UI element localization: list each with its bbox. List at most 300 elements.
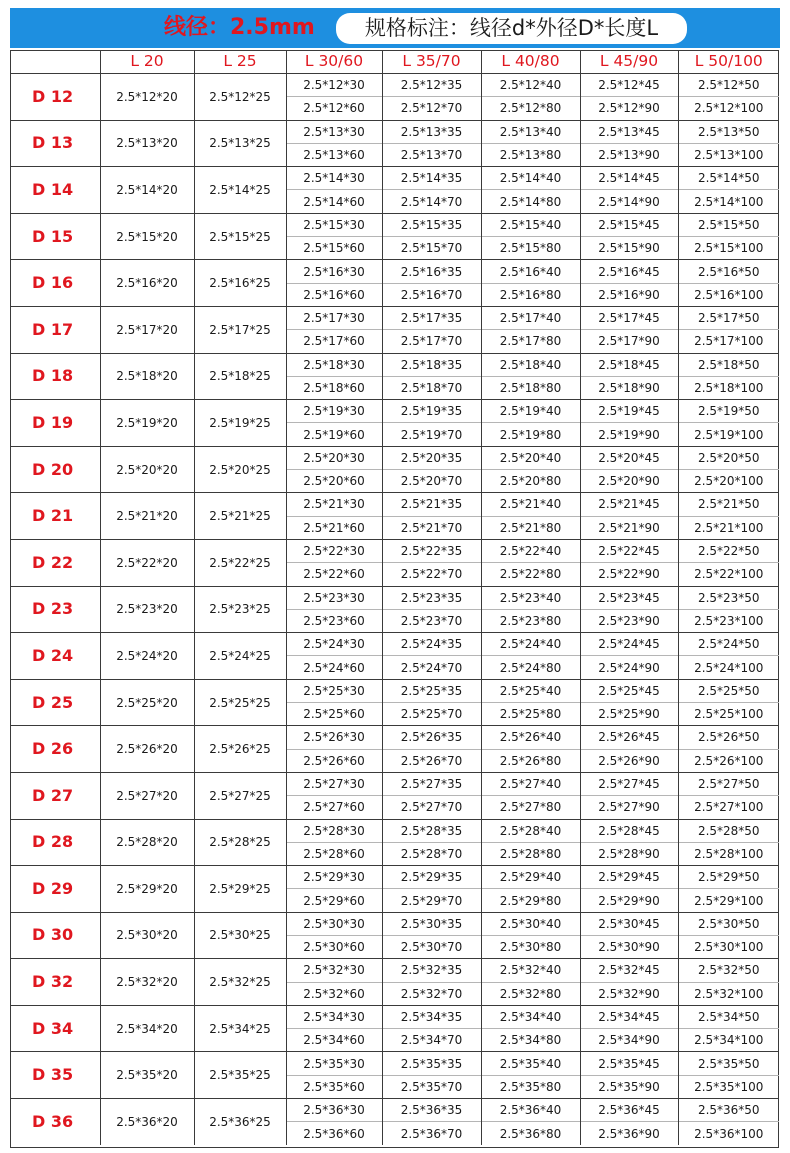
spec-cell: 2.5*26*70 xyxy=(382,749,481,772)
spec-cell: 2.5*29*25 xyxy=(194,866,286,913)
spec-cell: 2.5*27*40 xyxy=(481,772,580,795)
spec-cell: 2.5*20*80 xyxy=(481,470,580,493)
spec-cell: 2.5*35*40 xyxy=(481,1052,580,1075)
spec-cell: 2.5*23*90 xyxy=(580,609,678,632)
spec-cell: 2.5*14*90 xyxy=(580,190,678,213)
outer-diameter-label: D 15 xyxy=(10,213,100,260)
spec-cell: 2.5*21*35 xyxy=(382,493,481,516)
spec-cell: 2.5*25*35 xyxy=(382,679,481,702)
spec-cell: 2.5*34*35 xyxy=(382,1005,481,1028)
spec-cell: 2.5*36*100 xyxy=(678,1122,779,1145)
column-header: L 40/80 xyxy=(481,50,580,74)
table-row xyxy=(10,959,779,982)
spec-cell: 2.5*25*20 xyxy=(100,679,194,726)
spec-cell: 2.5*26*40 xyxy=(481,726,580,749)
spec-cell: 2.5*25*100 xyxy=(678,703,779,726)
spec-cell: 2.5*26*50 xyxy=(678,726,779,749)
column-header: L 30/60 xyxy=(286,50,382,74)
spec-cell: 2.5*26*45 xyxy=(580,726,678,749)
outer-diameter-label: D 30 xyxy=(10,912,100,959)
spec-cell: 2.5*27*30 xyxy=(286,772,382,795)
table-row xyxy=(10,1099,779,1122)
spec-cell: 2.5*30*100 xyxy=(678,935,779,958)
spec-cell: 2.5*15*80 xyxy=(481,237,580,260)
spec-cell: 2.5*21*60 xyxy=(286,516,382,539)
header-corner xyxy=(10,50,100,74)
spec-cell: 2.5*32*60 xyxy=(286,982,382,1005)
spec-cell: 2.5*19*70 xyxy=(382,423,481,446)
spec-cell: 2.5*22*80 xyxy=(481,563,580,586)
spec-cell: 2.5*15*100 xyxy=(678,237,779,260)
table-row xyxy=(10,120,779,143)
spec-cell: 2.5*27*80 xyxy=(481,796,580,819)
spec-cell: 2.5*15*70 xyxy=(382,237,481,260)
table-row xyxy=(10,912,779,935)
spec-cell: 2.5*21*50 xyxy=(678,493,779,516)
spec-cell: 2.5*30*40 xyxy=(481,912,580,935)
table-row xyxy=(10,493,779,516)
spec-cell: 2.5*14*50 xyxy=(678,167,779,190)
spec-cell: 2.5*18*90 xyxy=(580,376,678,399)
spec-cell: 2.5*27*50 xyxy=(678,772,779,795)
spec-cell: 2.5*24*35 xyxy=(382,633,481,656)
spec-cell: 2.5*20*60 xyxy=(286,470,382,493)
spec-cell: 2.5*21*30 xyxy=(286,493,382,516)
outer-diameter-label: D 24 xyxy=(10,633,100,680)
spec-cell: 2.5*27*100 xyxy=(678,796,779,819)
outer-diameter-label: D 35 xyxy=(10,1052,100,1099)
spec-cell: 2.5*27*70 xyxy=(382,796,481,819)
spec-cell: 2.5*17*25 xyxy=(194,306,286,353)
spec-cell: 2.5*36*90 xyxy=(580,1122,678,1145)
spec-cell: 2.5*23*40 xyxy=(481,586,580,609)
table-row xyxy=(10,260,779,283)
spec-cell: 2.5*30*35 xyxy=(382,912,481,935)
spec-cell: 2.5*12*100 xyxy=(678,97,779,120)
spec-cell: 2.5*34*45 xyxy=(580,1005,678,1028)
spec-cell: 2.5*22*70 xyxy=(382,563,481,586)
spec-cell: 2.5*15*30 xyxy=(286,213,382,236)
spec-cell: 2.5*32*40 xyxy=(481,959,580,982)
spec-cell: 2.5*16*25 xyxy=(194,260,286,307)
spec-cell: 2.5*35*80 xyxy=(481,1075,580,1098)
spec-cell: 2.5*22*30 xyxy=(286,539,382,562)
spec-cell: 2.5*32*45 xyxy=(580,959,678,982)
spec-cell: 2.5*35*30 xyxy=(286,1052,382,1075)
spec-cell: 2.5*27*90 xyxy=(580,796,678,819)
spec-cell: 2.5*22*25 xyxy=(194,539,286,586)
table-row xyxy=(10,1052,779,1075)
spec-cell: 2.5*29*100 xyxy=(678,889,779,912)
wire-diameter-title: 线径：2.5mm xyxy=(164,15,315,40)
spec-cell: 2.5*22*20 xyxy=(100,539,194,586)
spec-cell: 2.5*18*40 xyxy=(481,353,580,376)
spec-cell: 2.5*26*90 xyxy=(580,749,678,772)
outer-diameter-label: D 23 xyxy=(10,586,100,633)
spec-cell: 2.5*22*45 xyxy=(580,539,678,562)
spec-cell: 2.5*18*45 xyxy=(580,353,678,376)
spec-cell: 2.5*36*70 xyxy=(382,1122,481,1145)
spec-cell: 2.5*28*35 xyxy=(382,819,481,842)
table-row xyxy=(10,586,779,609)
spec-cell: 2.5*34*25 xyxy=(194,1005,286,1052)
spec-cell: 2.5*12*35 xyxy=(382,74,481,97)
spec-cell: 2.5*14*70 xyxy=(382,190,481,213)
spec-cell: 2.5*12*40 xyxy=(481,74,580,97)
spec-cell: 2.5*18*100 xyxy=(678,376,779,399)
spec-cell: 2.5*19*40 xyxy=(481,400,580,423)
spec-cell: 2.5*22*35 xyxy=(382,539,481,562)
spec-cell: 2.5*14*40 xyxy=(481,167,580,190)
spec-cell: 2.5*13*80 xyxy=(481,143,580,166)
spec-cell: 2.5*19*60 xyxy=(286,423,382,446)
spec-cell: 2.5*36*40 xyxy=(481,1099,580,1122)
spec-cell: 2.5*13*60 xyxy=(286,143,382,166)
spec-cell: 2.5*26*25 xyxy=(194,726,286,773)
spec-cell: 2.5*17*90 xyxy=(580,330,678,353)
spec-cell: 2.5*36*30 xyxy=(286,1099,382,1122)
spec-cell: 2.5*16*45 xyxy=(580,260,678,283)
spec-cell: 2.5*17*30 xyxy=(286,306,382,329)
outer-diameter-label: D 21 xyxy=(10,493,100,540)
spec-cell: 2.5*36*35 xyxy=(382,1099,481,1122)
spec-cell: 2.5*24*40 xyxy=(481,633,580,656)
spec-cell: 2.5*34*80 xyxy=(481,1029,580,1052)
table-row xyxy=(10,167,779,190)
spec-cell: 2.5*23*60 xyxy=(286,609,382,632)
spec-cell: 2.5*19*80 xyxy=(481,423,580,446)
spec-cell: 2.5*14*20 xyxy=(100,167,194,214)
spec-cell: 2.5*15*60 xyxy=(286,237,382,260)
title-banner xyxy=(10,8,780,48)
spec-cell: 2.5*19*100 xyxy=(678,423,779,446)
outer-diameter-label: D 29 xyxy=(10,866,100,913)
spec-cell: 2.5*25*25 xyxy=(194,679,286,726)
outer-diameter-label: D 26 xyxy=(10,726,100,773)
table-row xyxy=(10,446,779,469)
spec-cell: 2.5*26*60 xyxy=(286,749,382,772)
spec-cell: 2.5*14*45 xyxy=(580,167,678,190)
spec-cell: 2.5*28*100 xyxy=(678,842,779,865)
spec-cell: 2.5*21*45 xyxy=(580,493,678,516)
spec-cell: 2.5*34*70 xyxy=(382,1029,481,1052)
spec-cell: 2.5*30*20 xyxy=(100,912,194,959)
spec-cell: 2.5*29*80 xyxy=(481,889,580,912)
spec-cell: 2.5*23*20 xyxy=(100,586,194,633)
column-header: L 35/70 xyxy=(382,50,481,74)
spec-cell: 2.5*29*45 xyxy=(580,866,678,889)
outer-diameter-label: D 19 xyxy=(10,400,100,447)
spec-cell: 2.5*34*60 xyxy=(286,1029,382,1052)
spec-cell: 2.5*24*30 xyxy=(286,633,382,656)
spec-cell: 2.5*23*30 xyxy=(286,586,382,609)
spec-cell: 2.5*18*20 xyxy=(100,353,194,400)
spec-cell: 2.5*30*25 xyxy=(194,912,286,959)
column-header: L 45/90 xyxy=(580,50,678,74)
spec-cell: 2.5*19*30 xyxy=(286,400,382,423)
spec-cell: 2.5*36*50 xyxy=(678,1099,779,1122)
spec-cell: 2.5*35*50 xyxy=(678,1052,779,1075)
spec-cell: 2.5*23*25 xyxy=(194,586,286,633)
spec-cell: 2.5*20*50 xyxy=(678,446,779,469)
spec-cell: 2.5*23*45 xyxy=(580,586,678,609)
spec-cell: 2.5*17*45 xyxy=(580,306,678,329)
spec-cell: 2.5*29*70 xyxy=(382,889,481,912)
spec-cell: 2.5*12*25 xyxy=(194,74,286,121)
outer-diameter-label: D 32 xyxy=(10,959,100,1006)
spec-cell: 2.5*19*50 xyxy=(678,400,779,423)
table-row xyxy=(10,633,779,656)
spec-cell: 2.5*24*100 xyxy=(678,656,779,679)
spec-cell: 2.5*25*50 xyxy=(678,679,779,702)
spec-cell: 2.5*15*40 xyxy=(481,213,580,236)
spec-cell: 2.5*20*30 xyxy=(286,446,382,469)
spec-cell: 2.5*12*50 xyxy=(678,74,779,97)
spec-cell: 2.5*36*80 xyxy=(481,1122,580,1145)
spec-cell: 2.5*34*40 xyxy=(481,1005,580,1028)
spec-cell: 2.5*14*80 xyxy=(481,190,580,213)
table-row xyxy=(10,866,779,889)
spec-cell: 2.5*30*80 xyxy=(481,935,580,958)
spec-cell: 2.5*29*90 xyxy=(580,889,678,912)
spec-cell: 2.5*28*25 xyxy=(194,819,286,866)
outer-diameter-label: D 25 xyxy=(10,679,100,726)
spec-cell: 2.5*24*20 xyxy=(100,633,194,680)
spec-cell: 2.5*16*35 xyxy=(382,260,481,283)
spec-cell: 2.5*28*50 xyxy=(678,819,779,842)
spec-cell: 2.5*20*45 xyxy=(580,446,678,469)
spec-cell: 2.5*14*100 xyxy=(678,190,779,213)
spec-cell: 2.5*13*90 xyxy=(580,143,678,166)
spec-cell: 2.5*13*25 xyxy=(194,120,286,167)
spec-cell: 2.5*16*90 xyxy=(580,283,678,306)
outer-diameter-label: D 27 xyxy=(10,772,100,819)
spec-cell: 2.5*30*45 xyxy=(580,912,678,935)
spec-cell: 2.5*28*30 xyxy=(286,819,382,842)
spec-cell: 2.5*35*45 xyxy=(580,1052,678,1075)
spec-cell: 2.5*16*80 xyxy=(481,283,580,306)
spec-cell: 2.5*28*20 xyxy=(100,819,194,866)
outer-diameter-label: D 17 xyxy=(10,306,100,353)
spec-cell: 2.5*17*70 xyxy=(382,330,481,353)
spec-cell: 2.5*13*100 xyxy=(678,143,779,166)
spec-cell: 2.5*13*50 xyxy=(678,120,779,143)
spec-cell: 2.5*25*90 xyxy=(580,703,678,726)
outer-diameter-label: D 22 xyxy=(10,539,100,586)
spec-cell: 2.5*18*70 xyxy=(382,376,481,399)
spec-cell: 2.5*17*20 xyxy=(100,306,194,353)
spec-cell: 2.5*13*45 xyxy=(580,120,678,143)
spec-cell: 2.5*18*80 xyxy=(481,376,580,399)
spec-cell: 2.5*16*100 xyxy=(678,283,779,306)
spec-cell: 2.5*23*50 xyxy=(678,586,779,609)
outer-diameter-label: D 16 xyxy=(10,260,100,307)
spec-cell: 2.5*25*80 xyxy=(481,703,580,726)
spec-cell: 2.5*19*90 xyxy=(580,423,678,446)
spec-cell: 2.5*25*30 xyxy=(286,679,382,702)
spec-cell: 2.5*32*80 xyxy=(481,982,580,1005)
spec-cell: 2.5*30*50 xyxy=(678,912,779,935)
spec-cell: 2.5*20*90 xyxy=(580,470,678,493)
spec-cell: 2.5*15*20 xyxy=(100,213,194,260)
column-header: L 20 xyxy=(100,50,194,74)
table-row xyxy=(10,400,779,423)
spec-cell: 2.5*24*70 xyxy=(382,656,481,679)
outer-diameter-label: D 14 xyxy=(10,167,100,214)
table-row xyxy=(10,74,779,97)
spec-cell: 2.5*18*60 xyxy=(286,376,382,399)
spec-cell: 2.5*21*20 xyxy=(100,493,194,540)
spec-cell: 2.5*16*30 xyxy=(286,260,382,283)
spec-cell: 2.5*12*45 xyxy=(580,74,678,97)
spec-cell: 2.5*18*30 xyxy=(286,353,382,376)
spec-cell: 2.5*21*100 xyxy=(678,516,779,539)
spec-cell: 2.5*36*45 xyxy=(580,1099,678,1122)
spec-cell: 2.5*23*100 xyxy=(678,609,779,632)
spec-cell: 2.5*15*45 xyxy=(580,213,678,236)
spec-cell: 2.5*24*25 xyxy=(194,633,286,680)
spec-cell: 2.5*22*50 xyxy=(678,539,779,562)
spec-cell: 2.5*35*20 xyxy=(100,1052,194,1099)
spec-cell: 2.5*32*25 xyxy=(194,959,286,1006)
spec-cell: 2.5*30*30 xyxy=(286,912,382,935)
spec-table xyxy=(10,50,779,1145)
spec-cell: 2.5*32*50 xyxy=(678,959,779,982)
spec-cell: 2.5*25*60 xyxy=(286,703,382,726)
spec-cell: 2.5*28*45 xyxy=(580,819,678,842)
table-body xyxy=(10,74,779,1145)
spec-cell: 2.5*21*70 xyxy=(382,516,481,539)
spec-cell: 2.5*17*80 xyxy=(481,330,580,353)
spec-cell: 2.5*32*100 xyxy=(678,982,779,1005)
spec-cell: 2.5*22*60 xyxy=(286,563,382,586)
spec-cell: 2.5*26*35 xyxy=(382,726,481,749)
spec-cell: 2.5*15*50 xyxy=(678,213,779,236)
table-row xyxy=(10,726,779,749)
spec-cell: 2.5*34*20 xyxy=(100,1005,194,1052)
spec-cell: 2.5*28*90 xyxy=(580,842,678,865)
spec-cell: 2.5*14*25 xyxy=(194,167,286,214)
spec-cell: 2.5*16*70 xyxy=(382,283,481,306)
table-row xyxy=(10,819,779,842)
spec-cell: 2.5*17*40 xyxy=(481,306,580,329)
table-row xyxy=(10,772,779,795)
table-row xyxy=(10,213,779,236)
spec-cell: 2.5*27*20 xyxy=(100,772,194,819)
spec-cell: 2.5*20*20 xyxy=(100,446,194,493)
spec-cell: 2.5*35*70 xyxy=(382,1075,481,1098)
spec-cell: 2.5*36*60 xyxy=(286,1122,382,1145)
spec-cell: 2.5*29*35 xyxy=(382,866,481,889)
spec-cell: 2.5*22*90 xyxy=(580,563,678,586)
spec-cell: 2.5*19*20 xyxy=(100,400,194,447)
spec-cell: 2.5*13*70 xyxy=(382,143,481,166)
spec-cell: 2.5*29*30 xyxy=(286,866,382,889)
spec-cell: 2.5*36*20 xyxy=(100,1099,194,1145)
spec-cell: 2.5*12*30 xyxy=(286,74,382,97)
spec-cell: 2.5*24*90 xyxy=(580,656,678,679)
spec-cell: 2.5*26*30 xyxy=(286,726,382,749)
spec-cell: 2.5*16*20 xyxy=(100,260,194,307)
spec-cell: 2.5*13*20 xyxy=(100,120,194,167)
spec-cell: 2.5*21*90 xyxy=(580,516,678,539)
spec-cell: 2.5*12*90 xyxy=(580,97,678,120)
spec-cell: 2.5*32*20 xyxy=(100,959,194,1006)
spec-cell: 2.5*29*20 xyxy=(100,866,194,913)
spec-cell: 2.5*35*90 xyxy=(580,1075,678,1098)
spec-cell: 2.5*22*100 xyxy=(678,563,779,586)
outer-diameter-label: D 18 xyxy=(10,353,100,400)
spec-cell: 2.5*35*60 xyxy=(286,1075,382,1098)
spec-cell: 2.5*12*80 xyxy=(481,97,580,120)
spec-cell: 2.5*27*60 xyxy=(286,796,382,819)
spec-cell: 2.5*23*80 xyxy=(481,609,580,632)
spec-cell: 2.5*24*45 xyxy=(580,633,678,656)
spec-cell: 2.5*24*60 xyxy=(286,656,382,679)
spec-cell: 2.5*29*60 xyxy=(286,889,382,912)
spec-cell: 2.5*15*25 xyxy=(194,213,286,260)
table-row xyxy=(10,306,779,329)
spec-cell: 2.5*21*40 xyxy=(481,493,580,516)
spec-cell: 2.5*34*50 xyxy=(678,1005,779,1028)
spec-note-badge: 规格标注：线径d*外径D*长度L xyxy=(336,13,687,44)
outer-diameter-label: D 28 xyxy=(10,819,100,866)
spec-cell: 2.5*20*70 xyxy=(382,470,481,493)
spec-cell: 2.5*13*40 xyxy=(481,120,580,143)
spec-cell: 2.5*27*45 xyxy=(580,772,678,795)
spec-cell: 2.5*22*40 xyxy=(481,539,580,562)
spec-cell: 2.5*32*70 xyxy=(382,982,481,1005)
outer-diameter-label: D 12 xyxy=(10,74,100,121)
table-row xyxy=(10,539,779,562)
spec-cell: 2.5*20*40 xyxy=(481,446,580,469)
spec-cell: 2.5*17*100 xyxy=(678,330,779,353)
spec-cell: 2.5*28*60 xyxy=(286,842,382,865)
spec-cell: 2.5*21*80 xyxy=(481,516,580,539)
spec-cell: 2.5*30*70 xyxy=(382,935,481,958)
spec-cell: 2.5*15*90 xyxy=(580,237,678,260)
spec-cell: 2.5*16*50 xyxy=(678,260,779,283)
spec-cell: 2.5*17*50 xyxy=(678,306,779,329)
spec-cell: 2.5*23*70 xyxy=(382,609,481,632)
spec-cell: 2.5*28*80 xyxy=(481,842,580,865)
spec-cell: 2.5*28*40 xyxy=(481,819,580,842)
spec-cell: 2.5*26*80 xyxy=(481,749,580,772)
spec-cell: 2.5*20*100 xyxy=(678,470,779,493)
spec-cell: 2.5*16*60 xyxy=(286,283,382,306)
spec-cell: 2.5*16*40 xyxy=(481,260,580,283)
outer-diameter-label: D 13 xyxy=(10,120,100,167)
spec-cell: 2.5*20*25 xyxy=(194,446,286,493)
table-row xyxy=(10,353,779,376)
spec-cell: 2.5*19*35 xyxy=(382,400,481,423)
spec-cell: 2.5*17*35 xyxy=(382,306,481,329)
spec-cell: 2.5*30*90 xyxy=(580,935,678,958)
spec-cell: 2.5*36*25 xyxy=(194,1099,286,1145)
spec-cell: 2.5*13*35 xyxy=(382,120,481,143)
outer-diameter-label: D 20 xyxy=(10,446,100,493)
spec-cell: 2.5*26*100 xyxy=(678,749,779,772)
spec-cell: 2.5*12*20 xyxy=(100,74,194,121)
spec-cell: 2.5*26*20 xyxy=(100,726,194,773)
spec-cell: 2.5*23*35 xyxy=(382,586,481,609)
spec-cell: 2.5*27*25 xyxy=(194,772,286,819)
spec-cell: 2.5*29*50 xyxy=(678,866,779,889)
spec-cell: 2.5*24*80 xyxy=(481,656,580,679)
spec-cell: 2.5*24*50 xyxy=(678,633,779,656)
spec-cell: 2.5*17*60 xyxy=(286,330,382,353)
column-header: L 50/100 xyxy=(678,50,779,74)
